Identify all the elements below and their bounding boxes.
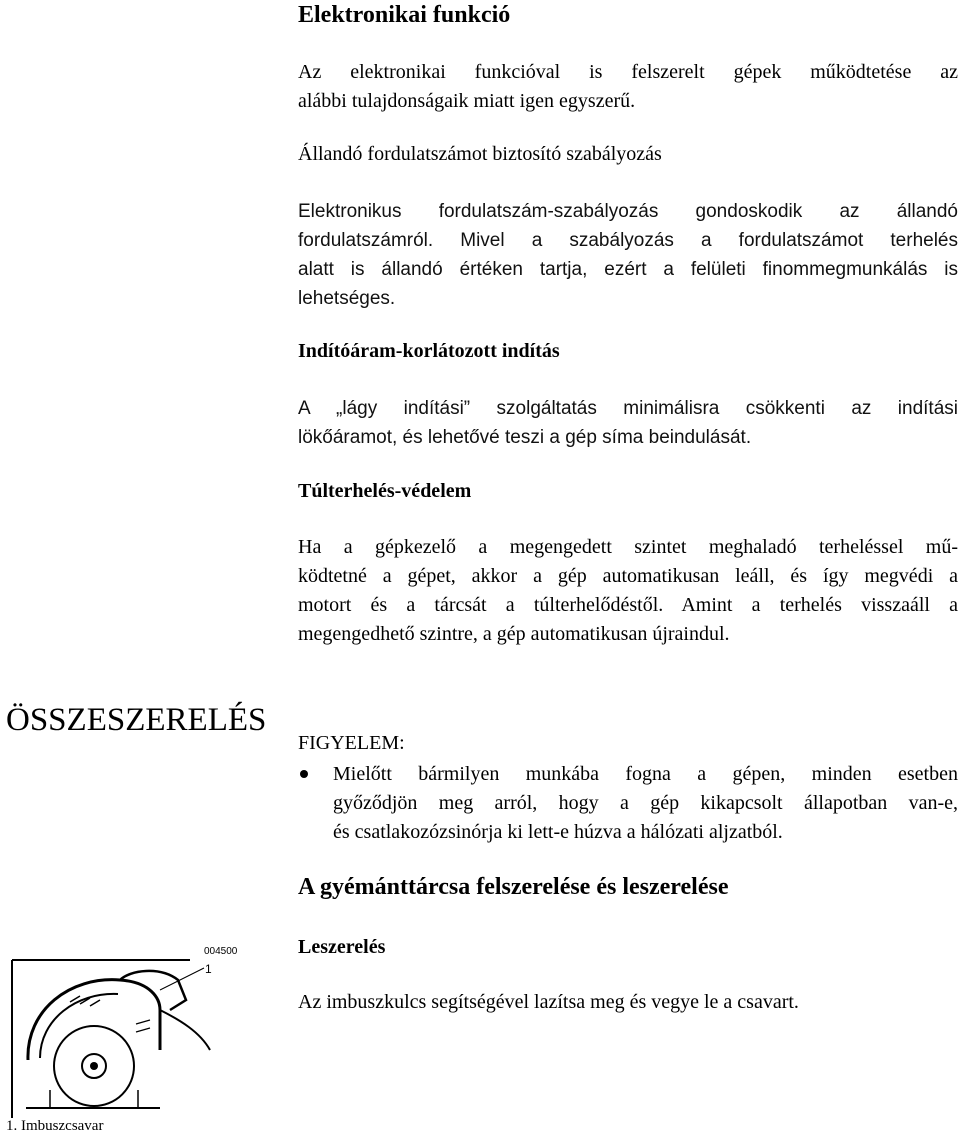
- warning-line: győződjön meg arról, hogy a gép kikapcsolt állapotban van-e,: [333, 792, 958, 814]
- heading-removal: Leszerelés: [298, 936, 386, 958]
- intro-line: alábbi tulajdonságaik miatt igen egyszerű.: [298, 90, 636, 112]
- overload-line: motort és a tárcsát a túlterhelődéstől. Amint a terhelés visszaáll a: [298, 594, 958, 616]
- constant-speed-line: lehetséges.: [298, 288, 396, 309]
- heading-overload: Túlterhelés-védelem: [298, 480, 472, 502]
- intro-line: Az elektronikai funkcióval is felszerelt gépek működtetése az: [298, 61, 958, 83]
- warning-text: [333, 760, 958, 847]
- constant-speed-paragraph: [298, 197, 958, 313]
- overload-paragraph: [298, 533, 958, 649]
- warning-label: FIGYELEM:: [298, 732, 405, 754]
- removal-paragraph: Az imbuszkulcs segítségével lazítsa meg és vegye le a csavart.: [298, 991, 799, 1013]
- figure-caption: 1. Imbuszcsavar: [6, 1118, 104, 1134]
- soft-start-line: A „lágy indítási” szolgáltatás minimálisra csökkenti az indítási: [298, 398, 958, 419]
- soft-start-line: lökőáramot, és lehetővé teszi a gép síma beindulását.: [298, 427, 752, 448]
- overload-line: ködtetné a gépet, akkor a gép automatikusan leáll, és így megvédi a: [298, 565, 958, 587]
- heading-diamond-disc: A gyémánttárcsa felszerelése és leszerelése: [298, 874, 729, 900]
- warning-line: Mielőtt bármilyen munkába fogna a gépen, minden esetben: [333, 763, 958, 785]
- warning-line: és csatlakozózsinórja ki lett-e húzva a hálózati aljzatból.: [333, 821, 783, 843]
- constant-speed-line: fordulatszámról. Mivel a szabályozás a fordulatszámot terhelés: [298, 230, 958, 251]
- heading-soft-start: Indítóáram-korlátozott indítás: [298, 340, 560, 362]
- intro-paragraph: [298, 58, 958, 116]
- figure-code: 004500: [204, 946, 238, 957]
- section-title: Elektronikai funkció: [298, 2, 511, 28]
- overload-line: Ha a gépkezelő a megengedett szintet meghaladó terheléssel mű-: [298, 536, 958, 558]
- heading-constant-speed: Állandó fordulatszámot biztosító szabályozás: [298, 143, 662, 165]
- constant-speed-line: alatt is állandó értéken tartja, ezért a felületi finommegmunkálás is: [298, 259, 958, 280]
- figure-callout: 1: [205, 962, 212, 976]
- soft-start-paragraph: [298, 394, 958, 452]
- overload-line: megengedhető szintre, a gép automatikusan újraindul.: [298, 623, 730, 645]
- assembly-title: ÖSSZESZERELÉS: [6, 702, 267, 738]
- saw-illustration: [10, 940, 246, 1118]
- constant-speed-line: Elektronikus fordulatszám-szabályozás gondoskodik az állandó: [298, 201, 958, 222]
- bullet-icon: [300, 770, 308, 778]
